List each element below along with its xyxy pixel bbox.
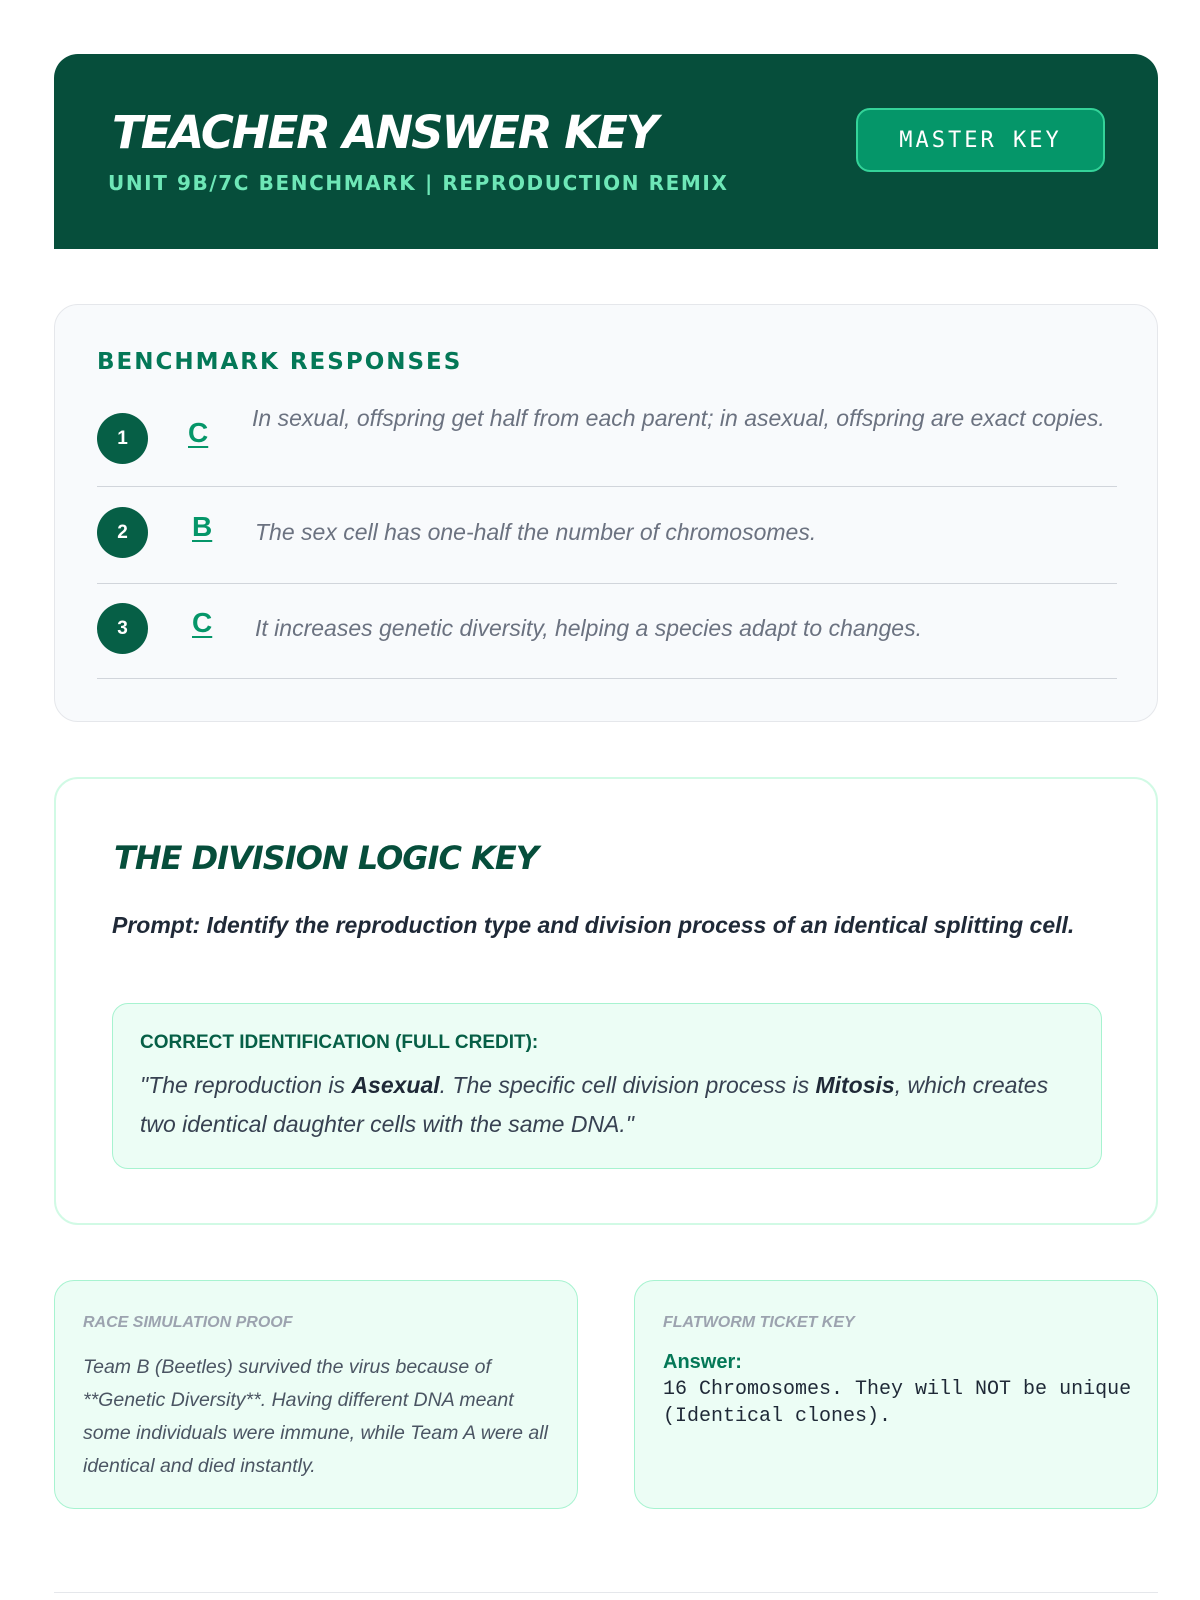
quote-emphasis-mitosis: Mitosis xyxy=(815,1072,895,1098)
benchmark-row xyxy=(97,400,1117,487)
division-prompt: Prompt: Identify the reproduction type and division process of an identical splitting cell. xyxy=(112,912,1075,938)
master-key-badge: MASTER KEY xyxy=(856,108,1105,172)
race-simulation-title: RACE SIMULATION PROOF xyxy=(83,1314,293,1331)
page-subtitle: UNIT 9B/7C BENCHMARK | REPRODUCTION REMIX xyxy=(108,171,729,195)
flatworm-ticket-title: FLATWORM TICKET KEY xyxy=(663,1314,855,1331)
correct-identification-box xyxy=(112,1003,1102,1169)
answer-letter: B xyxy=(192,511,213,542)
benchmark-responses-card xyxy=(54,304,1158,722)
page-title: TEACHER ANSWER KEY xyxy=(112,106,657,159)
quote-text: , which creates two identical daughter cells with the same DNA." xyxy=(140,1072,1049,1137)
answer-explanation: It increases genetic diversity, helping a species adapt to changes. xyxy=(255,615,922,641)
header-banner xyxy=(54,54,1158,249)
benchmark-title: BENCHMARK RESPONSES xyxy=(97,349,463,375)
quote-text: . The specific cell division process is xyxy=(439,1072,816,1098)
quote-emphasis-asexual: Asexual xyxy=(351,1072,440,1098)
answer-letter: C xyxy=(188,417,209,448)
benchmark-row xyxy=(97,487,1117,584)
correct-identification-quote xyxy=(140,1066,1070,1144)
question-number-badge: 1 xyxy=(97,413,148,464)
quote-text: "The reproduction is xyxy=(140,1072,352,1098)
division-title: THE DIVISION LOGIC KEY xyxy=(114,839,538,877)
bottom-divider xyxy=(54,1592,1158,1593)
division-logic-card xyxy=(54,777,1158,1225)
answer-explanation: The sex cell has one-half the number of chromosomes. xyxy=(255,519,817,545)
question-number-badge: 3 xyxy=(97,603,148,654)
question-number-badge: 2 xyxy=(97,507,148,558)
flatworm-answer-label: Answer: xyxy=(663,1351,742,1373)
correct-identification-label: CORRECT IDENTIFICATION (FULL CREDIT): xyxy=(140,1032,539,1053)
race-simulation-card xyxy=(54,1280,578,1509)
answer-explanation: In sexual, offspring get half from each parent; in asexual, offspring are exact copies. xyxy=(252,405,1105,431)
race-simulation-body: Team B (Beetles) survived the virus because of **Genetic Diversity**. Having different DNA meant some individuals were immune, while Team A were all identical and died instantly. xyxy=(83,1356,548,1477)
flatworm-answer-text: 16 Chromosomes. They will NOT be unique (Identical clones). xyxy=(663,1378,1132,1428)
flatworm-ticket-card xyxy=(634,1280,1158,1509)
benchmark-row xyxy=(97,584,1117,679)
answer-letter: C xyxy=(192,607,213,638)
